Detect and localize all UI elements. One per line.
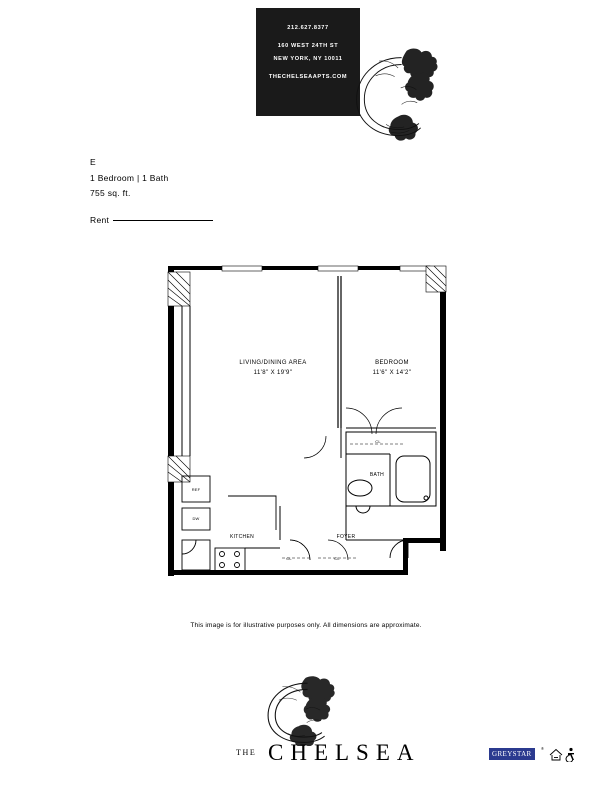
closet-label-hall-2: CL	[334, 556, 340, 561]
room-dims-bedroom: 11'6" X 14'2"	[372, 370, 412, 376]
header-address-line2: NEW YORK, NY 10011	[273, 56, 343, 62]
equal-housing-opportunity-icon	[550, 750, 562, 761]
appliance-label-refrigerator: REF	[191, 487, 201, 492]
unit-area: 755 sq. ft.	[90, 188, 131, 198]
room-label-bedroom	[342, 358, 442, 378]
unit-name: E	[90, 157, 96, 167]
rent-label: Rent	[90, 215, 110, 225]
room-name-bedroom: BEDROOM	[375, 360, 409, 366]
greystar-logo: GREYSTAR	[489, 748, 535, 760]
rent-row	[90, 215, 213, 225]
header-phone: 212.627.8377	[287, 25, 329, 31]
floorplan-drawing	[160, 258, 452, 598]
rent-blank-line	[113, 220, 213, 221]
header-contact-block	[256, 22, 360, 84]
footer-the-label: THE	[236, 748, 257, 757]
room-label-foyer: FOYER	[336, 534, 356, 540]
room-name-living: LIVING/DINING AREA	[239, 360, 307, 366]
room-label-living	[208, 358, 338, 378]
room-label-kitchen: KITCHEN	[229, 534, 255, 540]
accessibility-icon	[566, 748, 574, 762]
disclaimer-text: This image is for illustrative purposes only. All dimensions are approximate.	[190, 622, 422, 629]
closet-label-hall-1: CL	[286, 556, 292, 561]
unit-info-block	[90, 155, 168, 202]
closet-label-bedroom: CL	[375, 439, 381, 444]
footer-compliance-icons	[548, 746, 582, 762]
footer-chelsea-label: CHELSEA	[268, 740, 421, 765]
room-label-bath: BATH	[369, 472, 385, 478]
header-address-line1: 160 WEST 24TH ST	[277, 43, 339, 49]
header-website: THECHELSEAAPTS.COM	[268, 74, 348, 80]
unit-beds-baths: 1 Bedroom | 1 Bath	[90, 172, 169, 183]
greystar-trademark: ®	[541, 746, 544, 751]
room-dims-living: 11'8" X 19'9"	[253, 370, 293, 376]
floorplan-svg	[160, 258, 452, 598]
footer-chelsea-c-logo-icon	[240, 676, 350, 746]
appliance-label-dishwasher: DW	[192, 516, 200, 521]
